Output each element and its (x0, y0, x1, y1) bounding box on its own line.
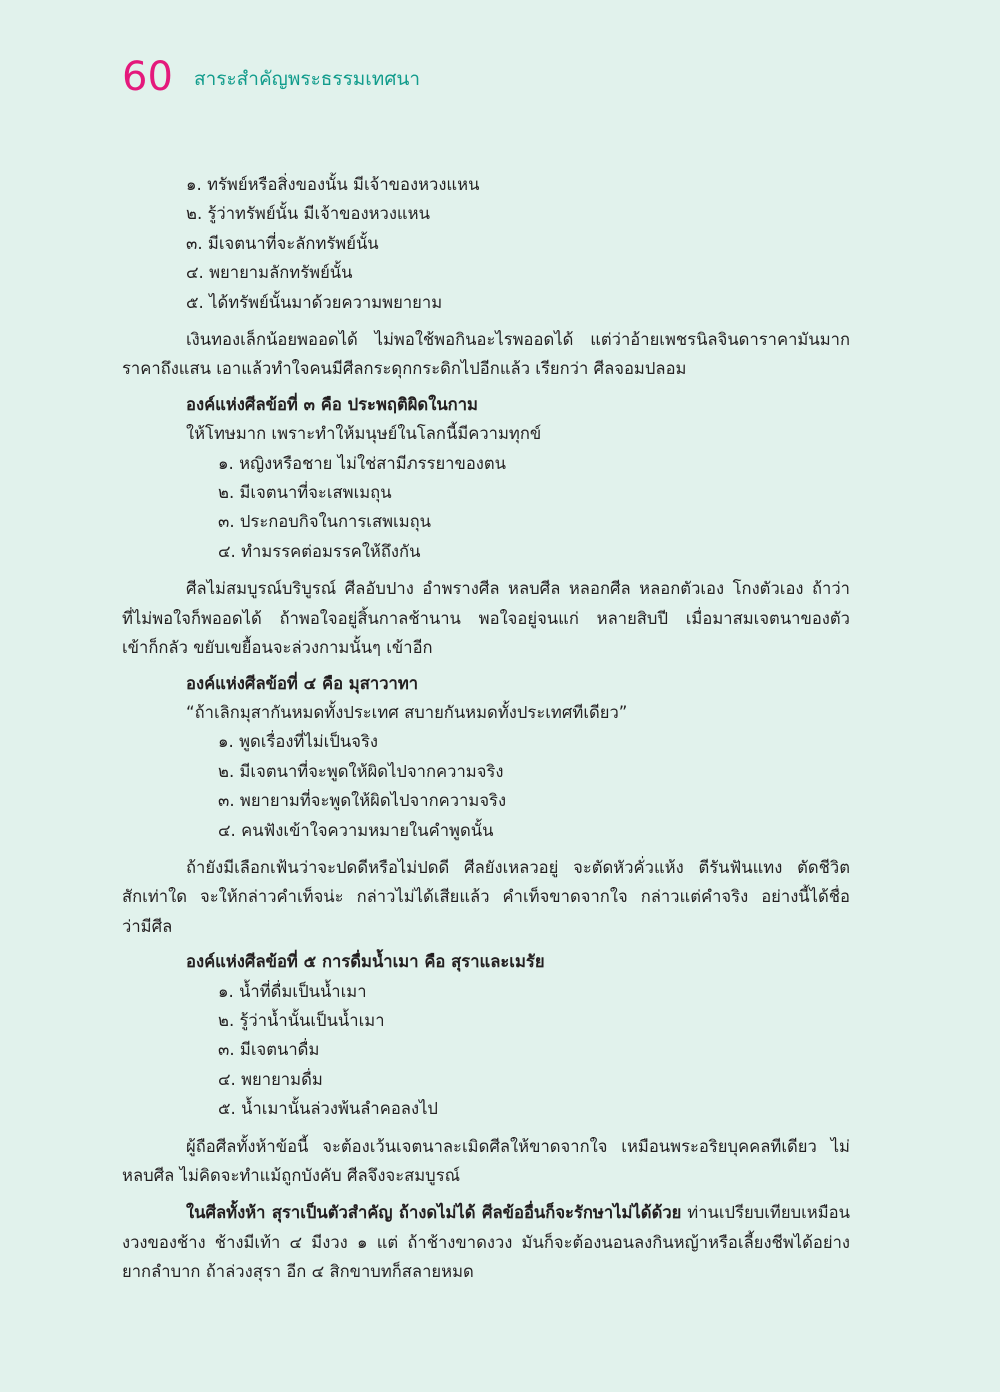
paragraph-line: ถ้ายังมีเลือกเฟ้นว่าจะปดดีหรือไม่ปดดี ศีลยังเหลวอยู่ จะตัดหัวคั่วแห้ง ตีรันฟันแทง ตัดชีวิต (186, 857, 850, 877)
section-heading: องค์แห่งศีลข้อที่ ๔ คือ มุสาวาทา (186, 673, 419, 693)
list-item: ๒. มีเจตนาที่จะเสพเมถุน (218, 483, 392, 503)
paragraph (122, 1132, 850, 1191)
paragraph-line: เงินทองเล็กน้อยพออดได้ ไม่พอใช้พอกินอะไรพออดได้ แต่ว่าอ้ายเพชรนิลจินดาราคามันมาก (186, 330, 850, 350)
paragraph-line: ผู้ถือศีลทั้งห้าข้อนี้ จะต้องเว้นเจตนาละเมิดศีลให้ขาดจากใจ เหมือนพระอริยบุคคลทีเดียว ไม่ (186, 1136, 850, 1156)
list-item: ๓. มีเจตนาที่จะลักทรัพย์นั้น (186, 233, 379, 253)
list-item: ๒. รู้ว่าทรัพย์นั้น มีเจ้าของหวงแหน (186, 204, 430, 224)
paragraph-line: เข้าก็กลัว ขยับเขยื้อนจะล่วงกามนั้นๆ เข้าอีก (122, 638, 433, 658)
list-item: ๒. มีเจตนาที่จะพูดให้ผิดไปจากความจริง (218, 761, 504, 781)
running-title: สาระสำคัญพระธรรมเทศนา (194, 68, 421, 90)
list-item: ๓. พยายามที่จะพูดให้ผิดไปจากความจริง (218, 791, 507, 811)
section-heading: องค์แห่งศีลข้อที่ ๓ คือ ประพฤติผิดในกาม (186, 394, 478, 414)
paragraph-text: ท่านเปรียบเทียบเหมือน (681, 1203, 850, 1223)
list-precept-3 (122, 449, 850, 567)
list-item: ๔. พยายามดื่ม (218, 1069, 323, 1089)
list-item: ๕. น้ำเมานั้นล่วงพ้นลำคอลงไป (218, 1099, 438, 1119)
list-item: ๑. หญิงหรือชาย ไม่ใช่สามีภรรยาของตน (218, 453, 507, 473)
list-item: ๓. ประกอบกิจในการเสพเมถุน (218, 512, 432, 532)
list-precept-2 (122, 170, 850, 317)
paragraph (122, 574, 850, 662)
section-heading: องค์แห่งศีลข้อที่ ๕ การดื่มน้ำเมา คือ สุราและเมรัย (186, 952, 545, 972)
paragraph (122, 1198, 850, 1286)
paragraph-line: ยากลำบาก ถ้าล่วงสุรา อีก ๔ สิกขาบทก็สลายหมด (122, 1262, 474, 1282)
list-item: ๓. มีเจตนาดื่ม (218, 1040, 320, 1060)
list-item: ๒. รู้ว่าน้ำนั้นเป็นน้ำเมา (218, 1010, 385, 1030)
list-item: ๑. น้ำที่ดื่มเป็นน้ำเมา (218, 981, 367, 1001)
page-number: 60 (122, 54, 173, 100)
list-item: ๔. พยายามลักทรัพย์นั้น (186, 263, 353, 283)
paragraph-line: ราคาถึงแสน เอาแล้วทำใจคนมีศีลกระดุกกระดิกไปอีกแล้ว เรียกว่า ศีลจอมปลอม (122, 359, 687, 379)
page-body (122, 170, 850, 1287)
list-item: ๔. ทำมรรคต่อมรรคให้ถึงกัน (218, 541, 421, 561)
paragraph (122, 853, 850, 941)
paragraph-line: งวงของช้าง ช้างมีเท้า ๔ มีงวง ๑ แต่ ถ้าช้างขาดงวง มันก็จะต้องนอนลงกินหญ้าหรือเลี้ยงชีพได้อย่าง (122, 1232, 850, 1252)
paragraph-line: หลบศีล ไม่คิดจะทำแม้ถูกบังคับ ศีลจึงจะสมบูรณ์ (122, 1166, 461, 1185)
list-item: ๑. พูดเรื่องที่ไม่เป็นจริง (218, 732, 378, 752)
list-item: ๑. ทรัพย์หรือสิ่งของนั้น มีเจ้าของหวงแหน (186, 175, 480, 194)
list-item: ๔. คนฟังเข้าใจความหมายในคำพูดนั้น (218, 820, 494, 840)
paragraph-line (122, 1198, 850, 1227)
section-lead: “ถ้าเลิกมุสากันหมดทั้งประเทศ สบายกันหมดทั้งประเทศทีเดียว” (186, 702, 628, 722)
section-lead: ให้โทษมาก เพราะทำให้มนุษย์ในโลกนี้มีความทุกข์ (186, 424, 542, 444)
paragraph-line: ที่ไม่พอใจก็พออดได้ ถ้าพอใจอยู่สิ้นกาลช้านาน พอใจอยู่จนแก่ หลายสิบปี เมื่อมาสมเจตนาของตัว (122, 608, 850, 628)
list-precept-5 (122, 977, 850, 1124)
list-item: ๕. ได้ทรัพย์นั้นมาด้วยความพยายาม (186, 292, 443, 312)
paragraph-line: ศีลไม่สมบูรณ์บริบูรณ์ ศีลอับปาง อำพรางศีล หลบศีล หลอกศีล หลอกตัวเอง โกงตัวเอง ถ้าว่า (186, 579, 850, 599)
list-precept-4 (122, 727, 850, 845)
paragraph (122, 325, 850, 384)
emphasis-text: ในศีลทั้งห้า สุราเป็นตัวสำคัญ ถ้างดไม่ได้ ศีลข้ออื่นก็จะรักษาไม่ได้ด้วย (186, 1203, 682, 1223)
paragraph-line: ว่ามีศีล (122, 916, 173, 936)
paragraph-line: สักเท่าใด จะให้กล่าวคำเท็จน่ะ กล่าวไม่ได้เสียแล้ว คำเท็จขาดจากใจ กล่าวแต่คำจริง อย่างนี้ได้ชื่อ (122, 887, 850, 907)
